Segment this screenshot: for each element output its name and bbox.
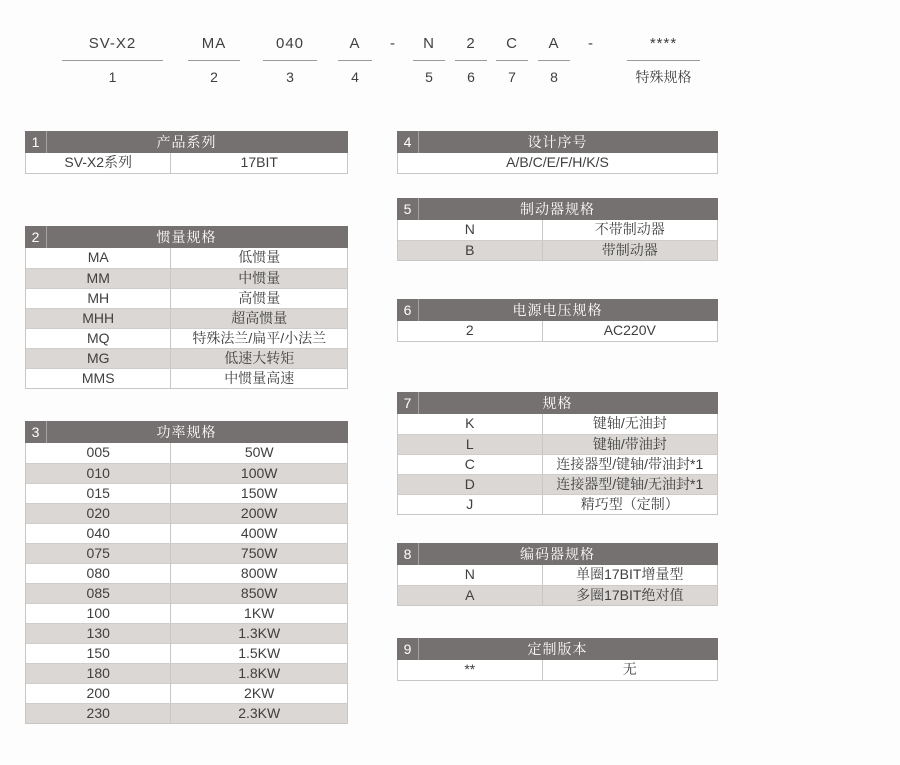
- table-body: [397, 565, 718, 606]
- table-cell: 50W: [170, 443, 347, 463]
- table-cell: 1.5KW: [170, 644, 347, 663]
- code-separator-dash: [380, 36, 406, 68]
- table-cell: 230: [86, 705, 110, 721]
- table-cell: 超高惯量: [170, 309, 347, 328]
- code-value: A: [538, 36, 570, 61]
- table-cell: 2: [465, 322, 474, 338]
- code-index: 4: [351, 69, 359, 85]
- table-cell: 850W: [170, 584, 347, 603]
- table-cell: K: [465, 415, 475, 431]
- table-body: [25, 248, 348, 389]
- table-title: 惯量规格: [156, 229, 217, 245]
- table-cell: 100: [86, 605, 110, 621]
- code-value: C: [496, 36, 528, 61]
- table-cell: 连接器型/键轴/无油封*1: [542, 475, 717, 494]
- table-header: [397, 392, 718, 414]
- table-cell: 2KW: [170, 684, 347, 703]
- table-row: [398, 494, 717, 514]
- table-cell: **: [464, 661, 476, 677]
- table-cell: MH: [87, 290, 110, 306]
- table-row: [398, 153, 717, 173]
- table-power-spec: [25, 421, 348, 724]
- code-segment-encoder: [538, 36, 570, 85]
- table-cell: MG: [86, 350, 110, 366]
- table-cell: 100W: [170, 464, 347, 483]
- table-voltage-spec: [397, 299, 718, 342]
- table-cell: 连接器型/键轴/带油封*1: [542, 455, 717, 474]
- table-body: [397, 414, 718, 515]
- table-number-badge: 7: [397, 392, 419, 414]
- table-number-badge: 9: [397, 638, 419, 660]
- table-cell: 键轴/无油封: [542, 414, 717, 434]
- code-segment-shaft: [496, 36, 528, 85]
- table-cell: 不带制动器: [542, 220, 717, 240]
- table-cell: 010: [86, 465, 110, 481]
- table-title: 产品系列: [156, 134, 217, 150]
- table-title: 定制版本: [527, 641, 588, 657]
- code-value: SV-X2: [62, 36, 163, 61]
- table-cell: 特殊法兰/扁平/小法兰: [170, 329, 347, 348]
- table-brake-spec: [397, 198, 718, 261]
- code-index: 5: [425, 69, 433, 85]
- table-cell: 低惯量: [170, 248, 347, 268]
- table-cell: B: [465, 242, 475, 258]
- table-cell: 180: [86, 665, 110, 681]
- table-number-badge: 1: [25, 131, 47, 153]
- code-value: -: [390, 35, 396, 52]
- table-cell: 400W: [170, 524, 347, 543]
- table-row: [26, 248, 347, 268]
- table-header: [397, 638, 718, 660]
- table-cell: D: [464, 476, 475, 492]
- table-cell: 750W: [170, 544, 347, 563]
- table-shaft-spec: [397, 392, 718, 515]
- table-cell: MMS: [81, 370, 115, 386]
- table-cell: 无: [542, 660, 717, 680]
- table-cell: 200: [86, 685, 110, 701]
- table-number-badge: 6: [397, 299, 419, 321]
- table-row: [26, 348, 347, 368]
- table-body: [397, 321, 718, 342]
- code-segment-power: [263, 36, 317, 85]
- table-row: [26, 523, 347, 543]
- code-index: 2: [210, 69, 218, 85]
- table-title: 制动器规格: [520, 201, 595, 217]
- table-cell: MM: [86, 270, 110, 286]
- code-value: MA: [188, 36, 240, 61]
- table-header: [25, 226, 348, 248]
- code-segment-voltage: [455, 36, 487, 85]
- table-cell: 020: [86, 505, 110, 521]
- code-value: 2: [455, 36, 487, 61]
- table-cell: A: [465, 587, 475, 603]
- table-row: [26, 443, 347, 463]
- table-row: [26, 543, 347, 563]
- table-cell: N: [464, 221, 475, 237]
- table-cell: 015: [86, 485, 110, 501]
- table-cell: 中惯量: [170, 269, 347, 288]
- table-encoder-spec: [397, 543, 718, 606]
- table-design-serial: [397, 131, 718, 174]
- table-number-badge: 4: [397, 131, 419, 153]
- table-row: [26, 463, 347, 483]
- table-body: [397, 660, 718, 681]
- table-cell: 080: [86, 565, 110, 581]
- code-index: 1: [108, 69, 117, 85]
- table-row: [26, 603, 347, 623]
- code-value: N: [413, 36, 445, 61]
- table-header: [25, 421, 348, 443]
- code-value: 040: [263, 36, 317, 61]
- table-row: [398, 660, 717, 680]
- table-cell: N: [464, 566, 475, 582]
- code-value: A: [338, 36, 372, 61]
- code-index: 3: [286, 69, 294, 85]
- code-index: 特殊规格: [635, 69, 692, 85]
- table-row: [26, 503, 347, 523]
- table-cell: 130: [86, 625, 110, 641]
- table-title: 功率规格: [156, 424, 217, 440]
- table-cell: 中惯量高速: [170, 369, 347, 388]
- table-row: [398, 240, 717, 260]
- table-row: [26, 308, 347, 328]
- table-row: [26, 368, 347, 388]
- table-cell: 200W: [170, 504, 347, 523]
- table-row: [26, 268, 347, 288]
- table-cell: SV-X2系列: [64, 154, 133, 170]
- table-cell: 2.3KW: [170, 704, 347, 723]
- table-row: [398, 474, 717, 494]
- table-row: [398, 434, 717, 454]
- table-row: [26, 643, 347, 663]
- model-code-breakdown: [0, 0, 900, 110]
- code-segment-special: [627, 36, 700, 85]
- table-cell: 低速大转矩: [170, 349, 347, 368]
- code-value: -: [588, 35, 594, 52]
- code-index: 6: [467, 69, 475, 85]
- table-cell: J: [466, 496, 474, 512]
- table-row: [26, 583, 347, 603]
- code-index: 8: [550, 69, 558, 85]
- table-product-series: [25, 131, 348, 174]
- table-cell: 040: [86, 525, 110, 541]
- table-body: [25, 443, 348, 724]
- table-header: [397, 198, 718, 220]
- table-cell: 1.3KW: [170, 624, 347, 643]
- table-row: [398, 454, 717, 474]
- table-row: [398, 565, 717, 585]
- table-row: [398, 414, 717, 434]
- table-number-badge: 3: [25, 421, 47, 443]
- table-cell: 150: [86, 645, 110, 661]
- table-header: [397, 543, 718, 565]
- table-row: [26, 328, 347, 348]
- table-row: [26, 703, 347, 723]
- table-row: [398, 585, 717, 605]
- table-row: [26, 623, 347, 643]
- table-cell: 高惯量: [170, 289, 347, 308]
- table-cell: 单圈17BIT增量型: [542, 565, 717, 585]
- table-cell: 075: [86, 545, 110, 561]
- table-row: [26, 288, 347, 308]
- table-cell: 150W: [170, 484, 347, 503]
- table-row: [26, 483, 347, 503]
- table-cell: 17BIT: [170, 153, 347, 173]
- table-cell: 800W: [170, 564, 347, 583]
- code-segment-inertia: [188, 36, 240, 85]
- table-cell: MHH: [82, 310, 115, 326]
- table-number-badge: 2: [25, 226, 47, 248]
- code-segment-design: [338, 36, 372, 85]
- table-cell: 键轴/带油封: [542, 435, 717, 454]
- table-body: [25, 153, 348, 174]
- table-cell: 1KW: [170, 604, 347, 623]
- table-body: [397, 220, 718, 261]
- table-cell: A/B/C/E/F/H/K/S: [506, 154, 609, 170]
- table-title: 规格: [542, 395, 573, 411]
- code-segment-brake: [413, 36, 445, 85]
- table-inertia-spec: [25, 226, 348, 389]
- table-header: [25, 131, 348, 153]
- table-cell: MQ: [86, 330, 110, 346]
- table-cell: 带制动器: [542, 241, 717, 260]
- table-row: [398, 220, 717, 240]
- table-header: [397, 299, 718, 321]
- table-header: [397, 131, 718, 153]
- table-number-badge: 8: [397, 543, 419, 565]
- table-title: 设计序号: [527, 134, 588, 150]
- table-cell: C: [464, 456, 475, 472]
- table-row: [26, 683, 347, 703]
- table-cell: MA: [87, 249, 109, 265]
- table-row: [26, 153, 347, 173]
- code-separator-dash: [578, 36, 604, 68]
- table-cell: 多圈17BIT绝对值: [542, 586, 717, 605]
- code-segment-series: [62, 36, 163, 85]
- table-row: [26, 663, 347, 683]
- table-title: 编码器规格: [520, 546, 595, 562]
- table-cell: 085: [86, 585, 110, 601]
- table-row: [26, 563, 347, 583]
- table-cell: 1.8KW: [170, 664, 347, 683]
- table-cell: AC220V: [542, 321, 717, 341]
- table-body: [397, 153, 718, 174]
- table-title: 电源电压规格: [512, 302, 603, 318]
- code-index: 7: [508, 69, 516, 85]
- table-number-badge: 5: [397, 198, 419, 220]
- table-custom-version: [397, 638, 718, 681]
- table-row: [398, 321, 717, 341]
- table-cell: 精巧型（定制）: [542, 495, 717, 514]
- table-cell: L: [465, 436, 474, 452]
- table-cell: 005: [86, 444, 110, 460]
- code-value: ****: [627, 36, 700, 61]
